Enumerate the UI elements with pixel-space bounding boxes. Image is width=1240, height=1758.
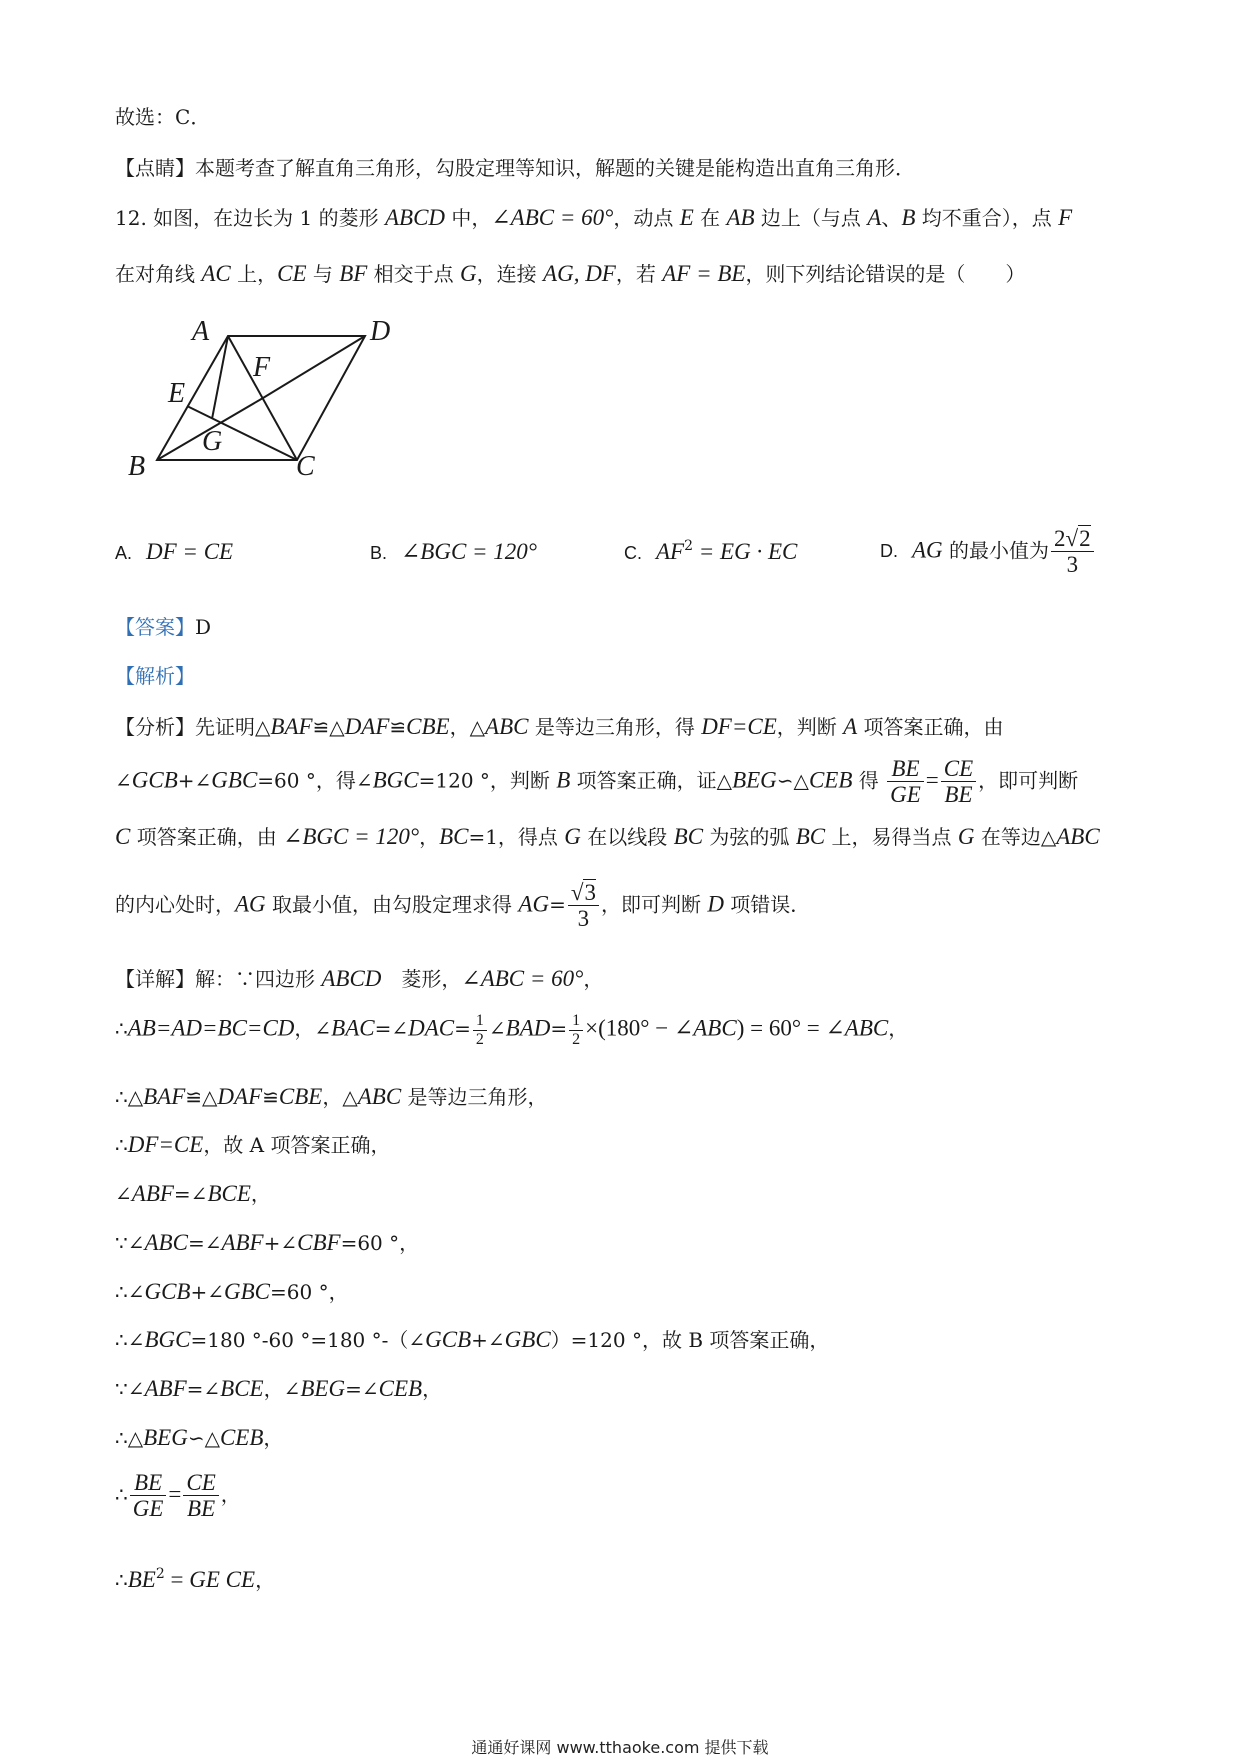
detail-line-8: ∴∠BGC=180 °-60 °=180 °-（∠GCB+∠GBC）=120 °，故 B 项答案正确， [115,1327,830,1352]
analysis-tag: 【解析】 [115,664,195,688]
fraction-ce-over-be: $\frac{CE}{BE}$ [183,1470,218,1522]
question-number: 12. [115,206,147,230]
fraction-two-root-two-over-three: $\frac{2√2}{3}$ [1051,526,1094,578]
detail-line-7: ∴∠GCB+∠GBC=60 °， [115,1279,349,1304]
label-e: E [168,378,186,409]
detail-line-12: $\therefore BE^2$ = GE CE， [115,1566,276,1592]
label-c: C [296,451,315,478]
fenxi-line-3: C 项答案正确，由 ∠BGC = 120°，BC=1，得点 G 在以线段 BC 为弦的弧 BC 上，易得当点 G 在等边△ABC [115,824,1100,849]
label-f: F [253,352,271,383]
conclusion-line: 故选：C． [115,105,211,129]
fraction-be-over-ge: $\frac{BE}{GE}$ [887,756,924,808]
detail-line-9: ∵∠ABF=∠BCE，∠BEG=∠CEB， [115,1376,443,1401]
detail-line-4: ∴DF=CE，故 A 项答案正确， [115,1132,391,1157]
question-line-2: 在对角线 AC 上，CE 与 BF 相交于点 G，连接 AG, DF，若 AF = BE，则下列结论错误的是（ ） [115,261,1026,286]
label-a: A [192,318,210,347]
option-a: A. DF = CE [115,539,234,564]
fraction-ce-over-be: $\frac{CE}{BE}$ [941,756,976,808]
detail-line-10: ∴△BEG∽△CEB， [115,1425,284,1450]
answer-line: 【答案】D [115,615,212,639]
segment-df [263,336,365,398]
fraction-one-half: $\frac{1}{2}$ [569,1012,583,1048]
label-b: B [128,451,146,478]
detail-line-1: 【详解】解：∵四边形 ABCD 菱形，∠ABC = 60°， [115,966,604,991]
fraction-root-three-over-three: $\frac{√3}{3}$ [568,880,599,932]
pointer-line: 【点睛】本题考查了解直角三角形，勾股定理等知识，解题的关键是能构造出直角三角形． [115,156,915,180]
fraction-be-over-ge: $\frac{BE}{GE}$ [130,1470,167,1522]
detail-line-5: ∠ABF=∠BCE， [115,1181,271,1206]
option-b: B. ∠BGC = 120° [370,539,538,564]
label-d: D [370,318,391,347]
detail-line-11: ∴ $\frac{BE}{GE}$ = $\frac{CE}{BE}$ ， [115,1470,241,1522]
detail-line-6: ∵∠ABC=∠ABF+∠CBF=60 °， [115,1230,420,1255]
fenxi-line-4: 的内心处时，AG 取最小值，由勾股定理求得 AG= $\frac{√3}{3}$ ，即可判断 D 项错误． [115,880,811,932]
option-c: C. $AF^2$ = EG · EC [624,538,798,564]
detail-line-2: ∴AB=AD=BC=CD，∠BAC=∠DAC= $\frac{1}{2}$ ∠BAD= $\frac{1}{2}$ ×(180° − ∠ABC) = 60° = ∠ABC， [115,1012,909,1048]
label-g: G [202,426,223,457]
detail-line-3: ∴△BAF≌△DAF≌CBE，△ABC 是等边三角形， [115,1084,548,1109]
fenxi-line-2: ∠GCB+∠GBC=60 °，得∠BGC=120 °，判断 B 项答案正确，证△BEG∽△CEB 得 $\frac{BE}{GE}$ = $\frac{CE}{BE}$ ，即可判断 [115,756,1079,808]
fenxi-line-1: 【分析】先证明△BAF≌△DAF≌CBE，△ABC 是等边三角形，得 DF=CE，判断 A 项答案正确，由 [115,714,1004,739]
page-footer: 通通好课网 www.tthaoke.com 提供下载 [471,1738,769,1757]
question-line-1: 12. 如图，在边长为 1 的菱形 ABCD 中，∠ABC = 60°，动点 E 在 AB 边上（与点 A、B 均不重合），点 F [115,205,1073,230]
fraction-one-half: $\frac{1}{2}$ [473,1012,487,1048]
option-d: D. AG 的最小值为 $\frac{2√2}{3}$ [880,526,1096,578]
rhombus-figure [120,318,410,478]
